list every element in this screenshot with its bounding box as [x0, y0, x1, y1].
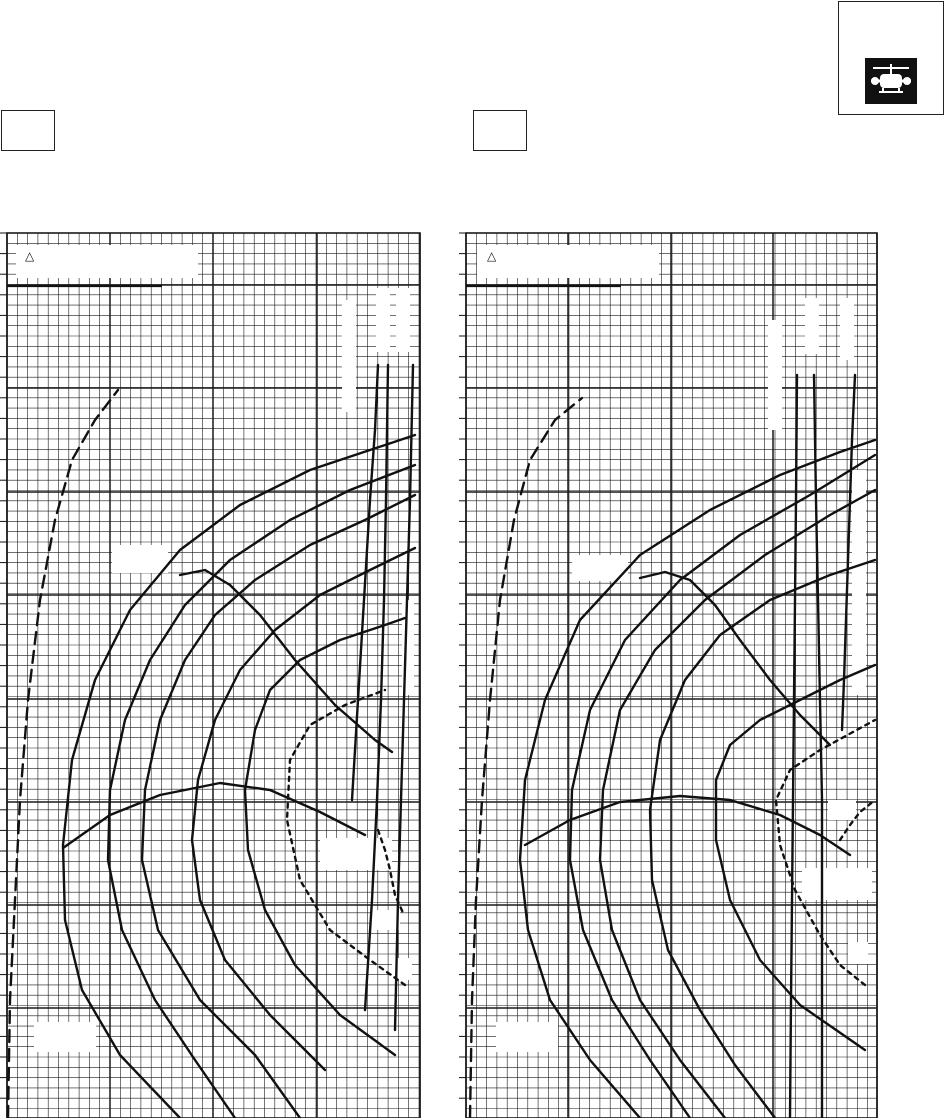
right-chart-panel [459, 233, 877, 1118]
blank-label-area [342, 300, 356, 412]
right-panel-label-box [473, 110, 527, 151]
blank-label-area [848, 942, 868, 964]
series-curve-9 [814, 375, 822, 1118]
blank-label-area [828, 800, 856, 820]
triangle-marker-left: △ [25, 249, 35, 263]
blank-label-area [768, 320, 782, 430]
series-curve-8 [790, 375, 797, 1118]
blank-label-area [396, 288, 410, 352]
series-curve-8 [352, 365, 378, 800]
series-curve-10 [395, 365, 413, 1030]
triangle-marker-right: △ [487, 249, 497, 263]
series-curve-12 [287, 690, 405, 985]
blank-label-area [802, 868, 872, 900]
blank-label-area [112, 545, 168, 573]
blank-label-area [320, 838, 392, 870]
series-curve-2 [570, 455, 875, 1118]
blank-label-area [496, 1022, 558, 1052]
helicopter-icon [865, 58, 917, 104]
blank-label-area [852, 470, 866, 695]
blank-label-area [376, 288, 390, 352]
left-chart-panel [0, 233, 420, 1118]
blank-label-area [34, 1022, 96, 1052]
series-curve-11 [8, 390, 118, 1118]
aircraft-card [838, 1, 944, 115]
blank-label-area [16, 245, 198, 278]
blank-label-area [805, 298, 819, 354]
series-curve-6 [525, 796, 850, 855]
blank-label-area [370, 910, 400, 930]
left-panel-label-box [1, 110, 55, 151]
blank-label-area [840, 298, 854, 360]
blank-label-area [477, 245, 659, 278]
